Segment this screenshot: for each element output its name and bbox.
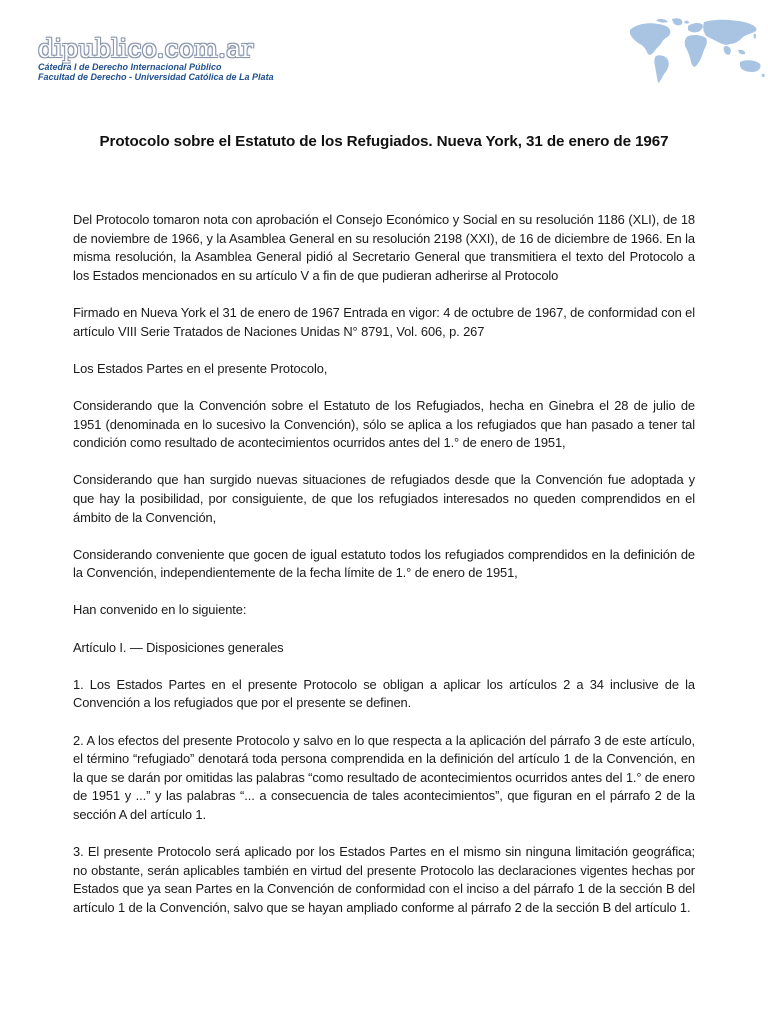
paragraph-parties: Los Estados Partes en el presente Protocolo, [73,360,328,376]
logo-subtitle-2: Facultad de Derecho - Universidad Católica de La Plata [38,72,274,82]
paragraph-considerando-1: Considerando que la Convención sobre el Estatuto de los Refugiados, hecha en Ginebra el 28 de julio de 1951 (denominada en lo sucesivo la Convención), sólo se aplica a los refugiados que han pasado a tener tal condición como resultado de acontecimientos ocurridos antes del 1.° de enero de 1951, [73,397,695,451]
paragraph-agreed: Han convenido en lo siguiente: [73,602,247,618]
site-name: dipublico.com.ar [38,34,254,63]
world-map-icon [626,16,768,86]
document-body [73,211,695,936]
paragraph-signature: Firmado en Nueva York el 31 de enero de 1967 Entrada en vigor: 4 de octubre de 1967, de conformidad con el artículo VIII Serie Tratados de Naciones Unidas N° 8791, Vol. 606, p. 267 [73,304,695,339]
document-title: Protocolo sobre el Estatuto de los Refugiados. Nueva York, 31 de enero de 1967 [99,133,669,150]
paragraph-preamble: Del Protocolo tomaron nota con aprobación el Consejo Económico y Social en su resolución 1186 (XLI), de 18 de noviembre de 1966, y la Asamblea General en su resolución 2198 (XXI), de 16 de diciembre de 1966. En la misma resolución, la Asamblea General pidió al Secretario General que transmitiera el texto del Protocolo a los Estados mencionados en su artículo V a fin de que pudieran adherirse al Protocolo [73,212,695,283]
article-clause-2: 2. A los efectos del presente Protocolo y salvo en lo que respecta a la aplicación del párrafo 3 de este artículo, el término “refugiado” denotará toda persona comprendida en la definición del artículo 1 de la Convención, en la que se darán por omitidas las palabras “como resultado de acontecimientos ocurridos antes del 1.° de enero de 1951 y ...” y las palabras “... a consecuencia de tales acontecimientos”, que figuran en el párrafo 2 de la sección A del artículo 1. [73,732,695,822]
logo-subtitle-1: Cátedra I de Derecho Internacional Público [38,62,222,72]
site-logo[interactable] [38,36,274,82]
paragraph-considerando-3: Considerando conveniente que gocen de igual estatuto todos los refugiados comprendidos en la definición de la Convención, independientemente de la fecha límite de 1.° de enero de 1951, [73,546,695,581]
article-heading: Artículo I. — Disposiciones generales [73,639,284,655]
article-clause-3: 3. El presente Protocolo será aplicado por los Estados Partes en el mismo sin ninguna limitación geográfica; no obstante, serán aplicables también en virtud del presente Protocolo las declaraciones vigentes hechas por Estados que ya sean Partes en la Convención de conformidad con el inciso a del párrafo 1 de la sección B del artículo 1 de la Convención, salvo que se hayan ampliado conforme al párrafo 2 de la sección B del artículo 1. [73,844,695,915]
page-header [0,0,768,100]
article-clause-1: 1. Los Estados Partes en el presente Protocolo se obligan a aplicar los artículos 2 a 34 inclusive de la Convención a los refugiados que por el presente se definen. [73,676,695,711]
paragraph-considerando-2: Considerando que han surgido nuevas situaciones de refugiados desde que la Convención fue adoptada y que hay la posibilidad, por consiguiente, de que los refugiados interesados no queden comprendidos en el ámbito de la Convención, [73,472,695,525]
